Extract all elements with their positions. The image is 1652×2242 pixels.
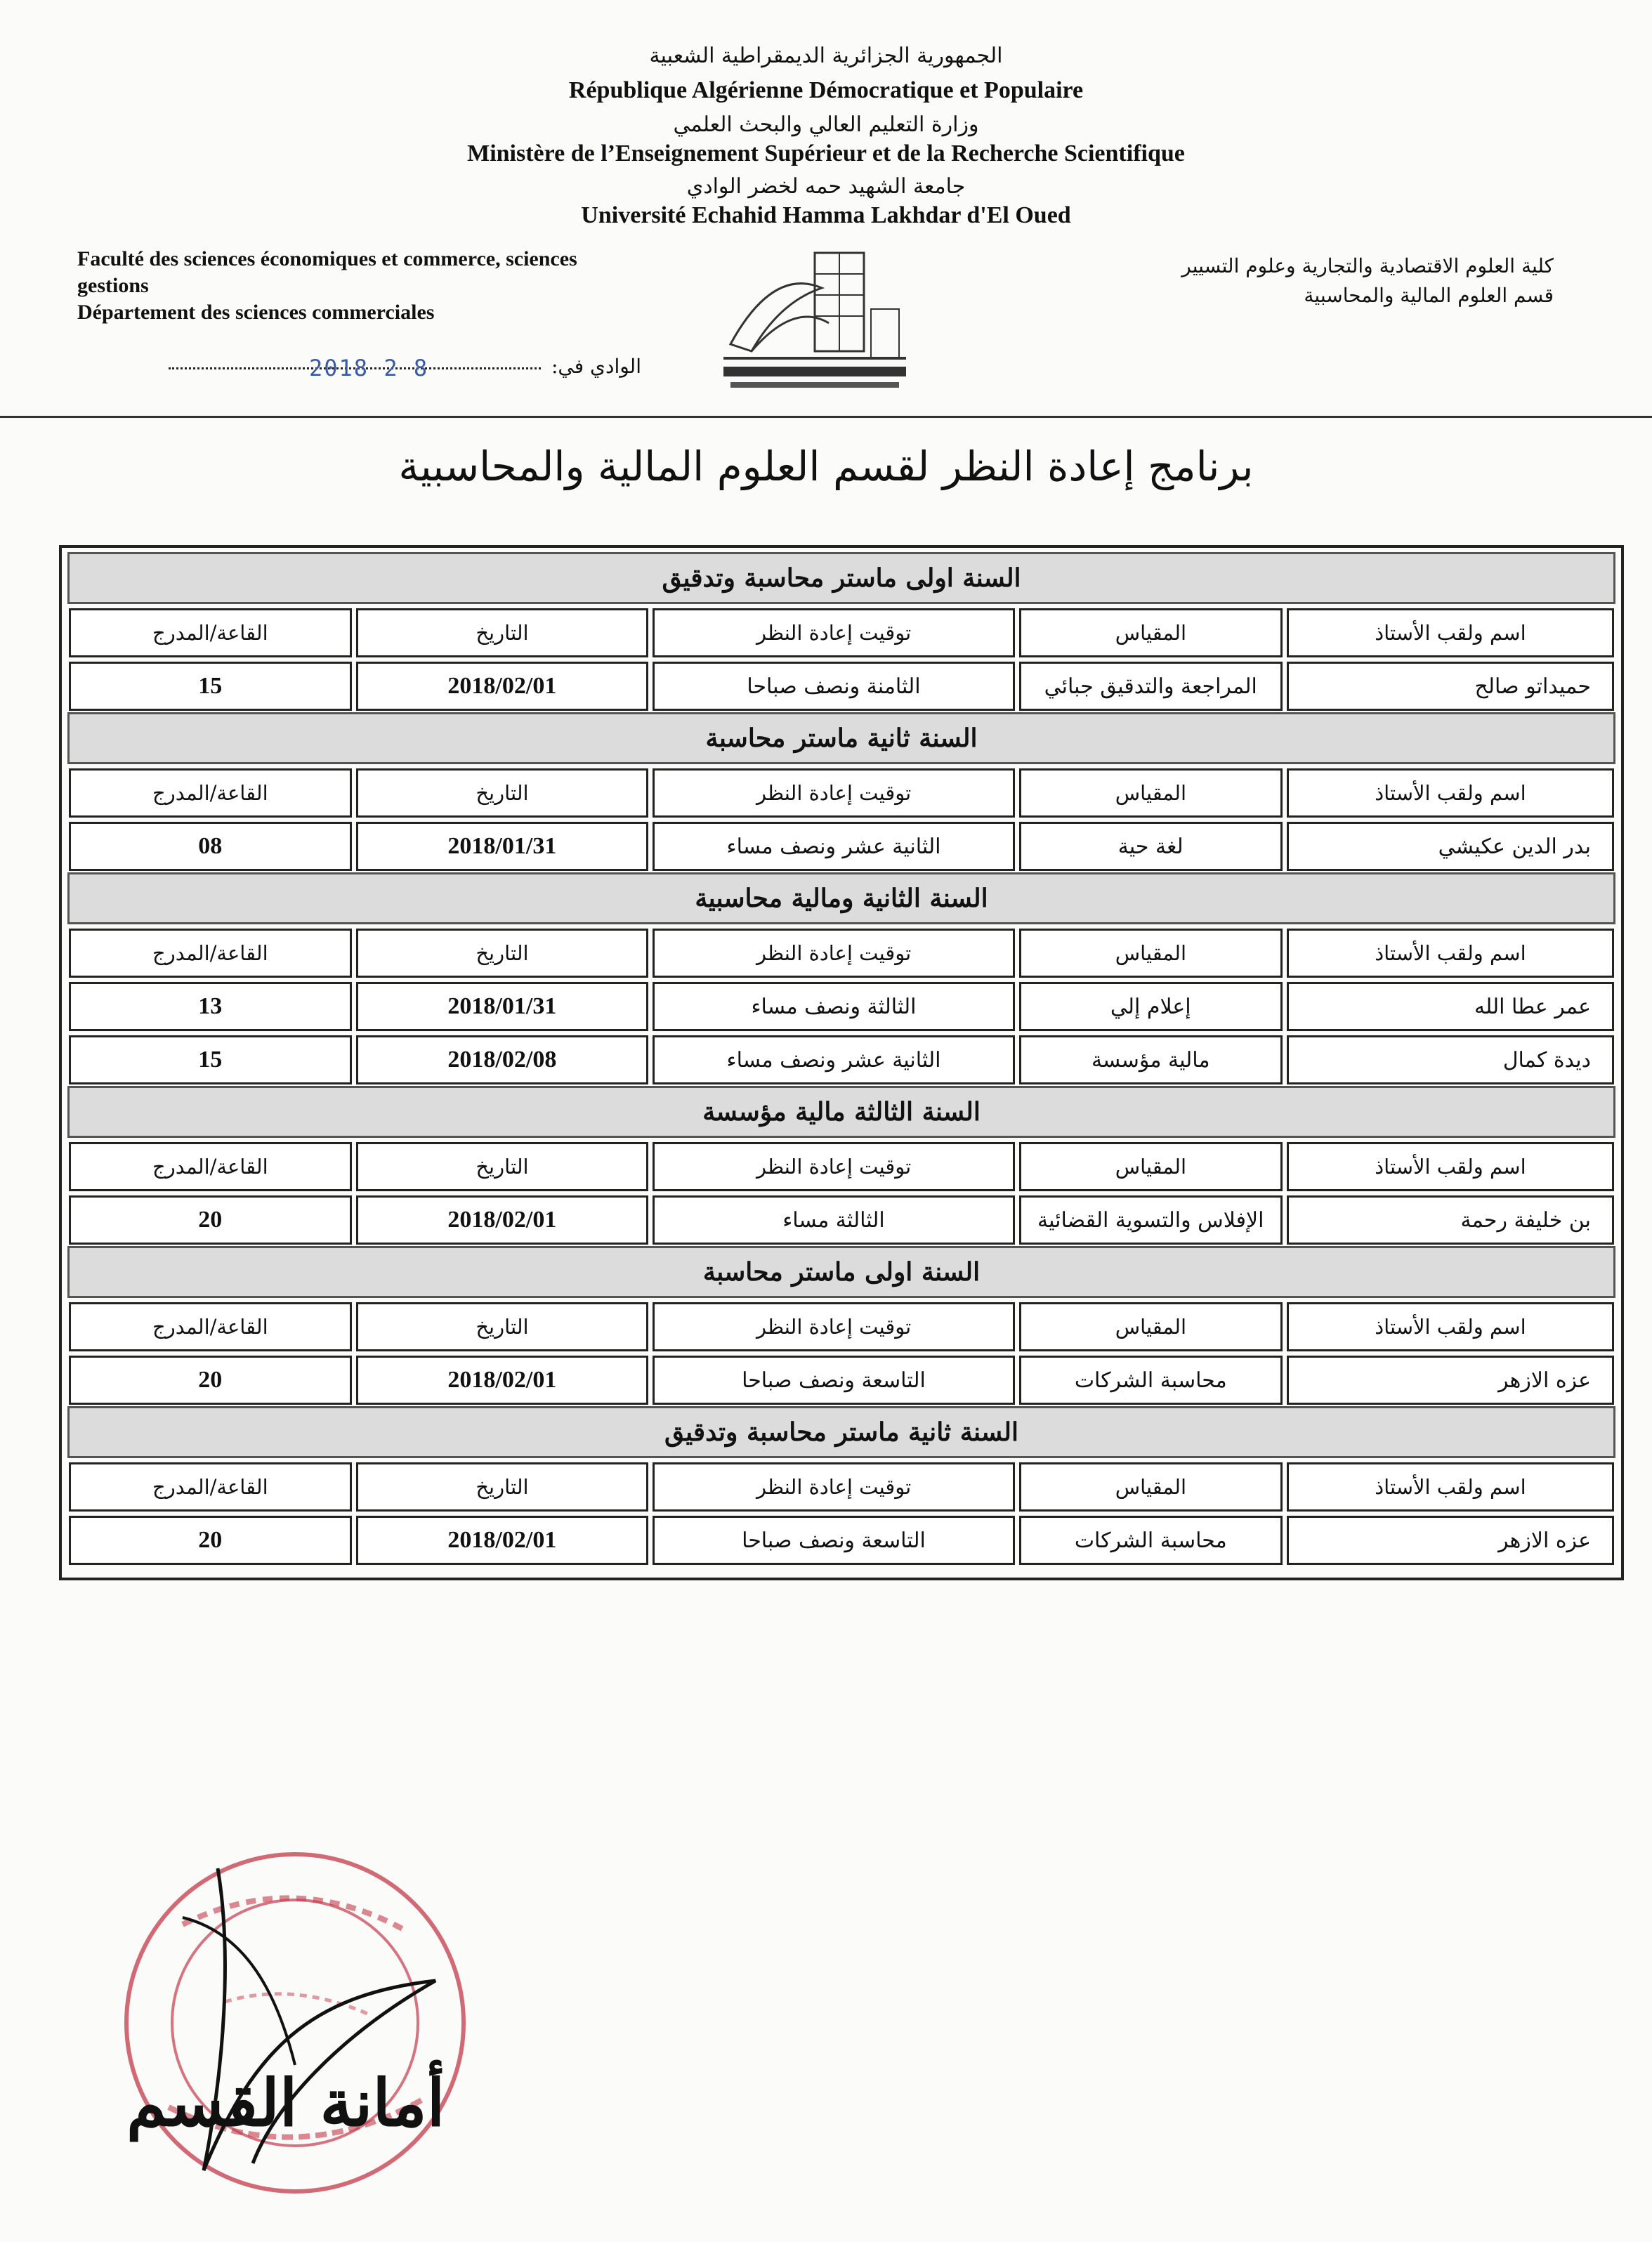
cell-teacher: بن خليفة رحمة xyxy=(1287,1195,1614,1245)
table-row xyxy=(69,1356,1614,1405)
cell-teacher: عزه الازهر xyxy=(1287,1356,1614,1405)
faculty-ar xyxy=(1062,251,1554,310)
column-header: القاعة/المدرج xyxy=(69,1462,352,1512)
column-header-row xyxy=(69,608,1614,657)
column-header: اسم ولقب الأستاذ xyxy=(1287,929,1614,978)
column-header: اسم ولقب الأستاذ xyxy=(1287,608,1614,657)
faculty-fr-line3: Département des sciences commerciales xyxy=(77,301,435,324)
column-header: توقيت إعادة النظر xyxy=(653,929,1015,978)
cell-date: 2018/01/31 xyxy=(356,822,649,871)
column-header: القاعة/المدرج xyxy=(69,1302,352,1351)
cell-room: 08 xyxy=(69,822,352,871)
column-header: التاريخ xyxy=(356,768,649,818)
cell-date: 2018/02/01 xyxy=(356,1356,649,1405)
schedule-table xyxy=(59,545,1624,1580)
date-label: الوادي في: xyxy=(551,355,641,378)
column-header: المقياس xyxy=(1019,608,1283,657)
section-title: السنة ثانية ماستر محاسبة xyxy=(67,712,1615,764)
official-stamp-icon xyxy=(42,1840,492,2234)
column-header: المقياس xyxy=(1019,1142,1283,1191)
date-value: 2018 2 8 xyxy=(309,355,429,381)
cell-module: محاسبة الشركات xyxy=(1019,1356,1283,1405)
signature-stamp-area xyxy=(42,1840,492,2234)
cell-module: المراجعة والتدقيق جبائي xyxy=(1019,662,1283,711)
section-title: السنة اولى ماستر محاسبة xyxy=(67,1246,1615,1298)
table-row xyxy=(69,1516,1614,1565)
column-header-row xyxy=(69,929,1614,978)
cell-teacher: حميداتو صالح xyxy=(1287,662,1614,711)
faculty-fr xyxy=(77,246,709,326)
cell-date: 2018/02/08 xyxy=(356,1035,649,1084)
column-header: المقياس xyxy=(1019,929,1283,978)
table-row xyxy=(69,1195,1614,1245)
cell-room: 15 xyxy=(69,662,352,711)
column-header: المقياس xyxy=(1019,1462,1283,1512)
column-header: توقيت إعادة النظر xyxy=(653,608,1015,657)
column-header: توقيت إعادة النظر xyxy=(653,768,1015,818)
table-row xyxy=(69,1035,1614,1084)
column-header: توقيت إعادة النظر xyxy=(653,1302,1015,1351)
cell-teacher: ديدة كمال xyxy=(1287,1035,1614,1084)
cell-room: 20 xyxy=(69,1195,352,1245)
cell-date: 2018/02/01 xyxy=(356,662,649,711)
table-row xyxy=(69,822,1614,871)
column-header: اسم ولقب الأستاذ xyxy=(1287,1142,1614,1191)
section-title: السنة الثانية ومالية محاسبية xyxy=(67,872,1615,924)
faculty-ar-line2: قسم العلوم المالية والمحاسبية xyxy=(1304,284,1554,307)
signature-label: أمانة القسم xyxy=(126,2065,445,2141)
cell-time: الثالثة ونصف مساء xyxy=(653,982,1015,1031)
cell-date: 2018/01/31 xyxy=(356,982,649,1031)
column-header-row xyxy=(69,768,1614,818)
cell-room: 13 xyxy=(69,982,352,1031)
section-title: السنة ثانية ماستر محاسبة وتدقيق xyxy=(67,1406,1615,1458)
republic-ar: الجمهورية الجزائرية الديمقراطية الشعبية xyxy=(649,44,1003,68)
header-divider xyxy=(0,416,1652,418)
cell-time: الثانية عشر ونصف مساء xyxy=(653,1035,1015,1084)
faculty-fr-line2: gestions xyxy=(77,274,149,297)
column-header: القاعة/المدرج xyxy=(69,768,352,818)
cell-time: الثانية عشر ونصف مساء xyxy=(653,822,1015,871)
column-header: اسم ولقب الأستاذ xyxy=(1287,768,1614,818)
faculty-fr-line1: Faculté des sciences économiques et commerce, sciences xyxy=(77,247,577,270)
column-header-row xyxy=(69,1462,1614,1512)
cell-module: إعلام إلي xyxy=(1019,982,1283,1031)
cell-room: 15 xyxy=(69,1035,352,1084)
university-logo-icon xyxy=(709,239,920,407)
column-header: التاريخ xyxy=(356,1462,649,1512)
section-title: السنة اولى ماستر محاسبة وتدقيق xyxy=(67,552,1615,604)
column-header: القاعة/المدرج xyxy=(69,929,352,978)
cell-date: 2018/02/01 xyxy=(356,1516,649,1565)
column-header: التاريخ xyxy=(356,608,649,657)
cell-room: 20 xyxy=(69,1356,352,1405)
cell-module: محاسبة الشركات xyxy=(1019,1516,1283,1565)
cell-module: مالية مؤسسة xyxy=(1019,1035,1283,1084)
cell-time: الثامنة ونصف صباحا xyxy=(653,662,1015,711)
cell-teacher: عزه الازهر xyxy=(1287,1516,1614,1565)
university-fr: Université Echahid Hamma Lakhdar d'El Oued xyxy=(581,202,1071,228)
column-header: التاريخ xyxy=(356,1142,649,1191)
column-header: التاريخ xyxy=(356,1302,649,1351)
column-header: توقيت إعادة النظر xyxy=(653,1142,1015,1191)
column-header: اسم ولقب الأستاذ xyxy=(1287,1462,1614,1512)
column-header-row xyxy=(69,1142,1614,1191)
column-header: توقيت إعادة النظر xyxy=(653,1462,1015,1512)
cell-room: 20 xyxy=(69,1516,352,1565)
column-header: التاريخ xyxy=(356,929,649,978)
ministry-ar: وزارة التعليم العالي والبحث العلمي xyxy=(673,112,979,137)
cell-time: التاسعة ونصف صباحا xyxy=(653,1516,1015,1565)
table-row xyxy=(69,982,1614,1031)
university-ar: جامعة الشهيد حمه لخضر الوادي xyxy=(686,174,966,199)
column-header: القاعة/المدرج xyxy=(69,608,352,657)
column-header: اسم ولقب الأستاذ xyxy=(1287,1302,1614,1351)
cell-module: الإفلاس والتسوية القضائية xyxy=(1019,1195,1283,1245)
faculty-ar-line1: كلية العلوم الاقتصادية والتجارية وعلوم التسيير xyxy=(1181,254,1554,277)
cell-module: لغة حية xyxy=(1019,822,1283,871)
republic-fr: République Algérienne Démocratique et Populaire xyxy=(568,77,1084,103)
cell-date: 2018/02/01 xyxy=(356,1195,649,1245)
cell-time: الثالثة مساء xyxy=(653,1195,1015,1245)
section-title: السنة الثالثة مالية مؤسسة xyxy=(67,1086,1615,1138)
table-row xyxy=(69,662,1614,711)
date-row xyxy=(169,355,646,390)
ministry-fr: Ministère de l’Enseignement Supérieur et de la Recherche Scientifique xyxy=(467,140,1185,166)
column-header: المقياس xyxy=(1019,1302,1283,1351)
page-title: برنامج إعادة النظر لقسم العلوم المالية والمحاسبية xyxy=(398,442,1254,490)
column-header-row xyxy=(69,1302,1614,1351)
cell-teacher: بدر الدين عكيشي xyxy=(1287,822,1614,871)
cell-teacher: عمر عطا الله xyxy=(1287,982,1614,1031)
column-header: القاعة/المدرج xyxy=(69,1142,352,1191)
cell-time: التاسعة ونصف صباحا xyxy=(653,1356,1015,1405)
column-header: المقياس xyxy=(1019,768,1283,818)
